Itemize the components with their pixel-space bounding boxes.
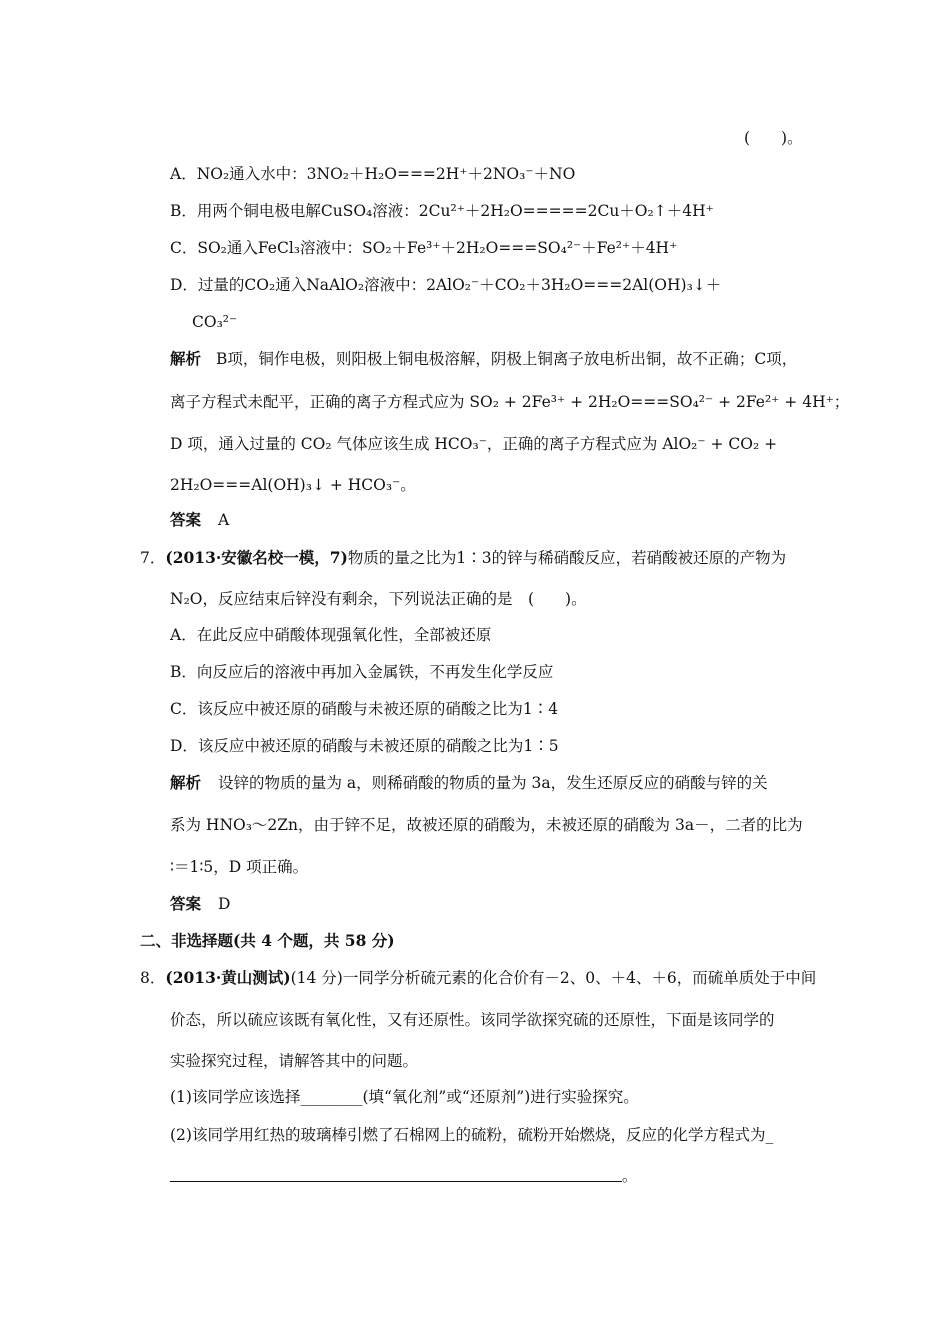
q7-source: (2013·安徽名校一模，7) (165, 548, 348, 567)
q7-analysis-line2: 系为 HNO₃～2Zn，由于锌不足，故被还原的硝酸为，未被还原的硝酸为 3a－，二者的比为 (170, 816, 803, 834)
q8-stem-line2: 价态，所以硫应该既有氧化性，又有还原性。该同学欲探究硫的还原性，下面是该同学的 (170, 1011, 775, 1029)
q6-analysis-text1: B项，铜作电极，则阳极上铜电极溶解，阴极上铜离子放电析出铜，故不正确；C项， (215, 350, 798, 368)
q6-answer-label: 答案 (170, 510, 202, 529)
q6-analysis-line4: 2H₂O===Al(OH)₃↓ + HCO₃⁻。 (170, 476, 416, 494)
q7-stem1: 物质的量之比为1∶3的锌与稀硝酸反应，若硝酸被还原的产物为 (347, 549, 787, 567)
q7-number: 7． (140, 549, 166, 567)
q7-answer-value: D (217, 895, 231, 913)
q7-answer-label: 答案 (170, 894, 202, 913)
q8-part1: (1)该同学应该选择________(填“氧化剂”或“还原剂”)进行实验探究。 (170, 1088, 639, 1106)
q7-option-b: B．向反应后的溶液中再加入金属铁，不再发生化学反应 (170, 663, 554, 681)
answer-blank-line[interactable] (170, 1181, 622, 1182)
q6-answer-value: A (217, 511, 230, 529)
q7-answer (170, 894, 230, 914)
q6-answer-bracket: ( )。 (744, 129, 803, 147)
q7-stem-line1 (140, 548, 786, 568)
q7-stem-line2: N₂O，反应结束后锌没有剩余，下列说法正确的是 ( )。 (170, 590, 587, 608)
q8-part2: (2)该同学用红热的玻璃棒引燃了石棉网上的硫粉，硫粉开始燃烧，反应的化学方程式为_ (170, 1126, 774, 1144)
q7-option-c: C．该反应中被还原的硝酸与未被还原的硝酸之比为1∶4 (170, 700, 559, 718)
q8-number: 8． (140, 969, 166, 987)
q8-source: (2013·黄山测试) (165, 968, 291, 987)
q6-option-b: B．用两个铜电极电解CuSO₄溶液：2Cu²⁺＋2H₂O=====2Cu＋O₂↑＋4H⁺ (170, 202, 714, 220)
q8-stem1: (14 分)一同学分析硫元素的化合价有－2、0、＋4、＋6，而硫单质处于中间 (290, 969, 817, 987)
q8-stem-line3: 实验探究过程，请解答其中的问题。 (170, 1052, 419, 1070)
q6-option-a: A．NO₂通入水中：3NO₂＋H₂O===2H⁺＋2NO₃⁻＋NO (170, 165, 576, 183)
q6-analysis-line3: D 项，通入过量的 CO₂ 气体应该生成 HCO₃⁻，正确的离子方程式应为 AlO₂⁻ + CO₂ + (170, 435, 778, 453)
q6-analysis-label: 解析 (170, 349, 202, 368)
q8-part2-end: 。 (622, 1167, 638, 1185)
q7-analysis-label: 解析 (170, 773, 202, 792)
q7-option-a: A．在此反应中硝酸体现强氧化性，全部被还原 (170, 626, 492, 644)
q7-analysis-text1: 设锌的物质的量为 a，则稀硝酸的物质的量为 3a，发生还原反应的硝酸与锌的关 (217, 774, 768, 792)
q7-analysis-line3: ∶＝1∶5，D 项正确。 (170, 858, 309, 876)
q7-analysis-line1 (170, 773, 768, 793)
q6-option-d-line1: D．过量的CO₂通入NaAlO₂溶液中：2AlO₂⁻＋CO₂＋3H₂O===2Al(OH)₃↓＋ (170, 276, 722, 294)
q6-option-c: C．SO₂通入FeCl₃溶液中：SO₂＋Fe³⁺＋2H₂O===SO₄²⁻＋Fe²⁺＋4H⁺ (170, 239, 678, 257)
q7-option-d: D．该反应中被还原的硝酸与未被还原的硝酸之比为1∶5 (170, 737, 559, 755)
q6-analysis-line1 (170, 349, 797, 369)
q8-stem-line1 (140, 968, 816, 988)
q6-analysis-line2: 离子方程式未配平，正确的离子方程式应为 SO₂ + 2Fe³⁺ + 2H₂O===SO₄²⁻ + 2Fe²⁺ + 4H⁺； (170, 393, 850, 411)
q6-option-d-line2: CO₃²⁻ (192, 313, 238, 331)
q6-answer (170, 510, 229, 530)
section-heading: 二、非选择题(共 4 个题，共 58 分) (140, 931, 395, 950)
